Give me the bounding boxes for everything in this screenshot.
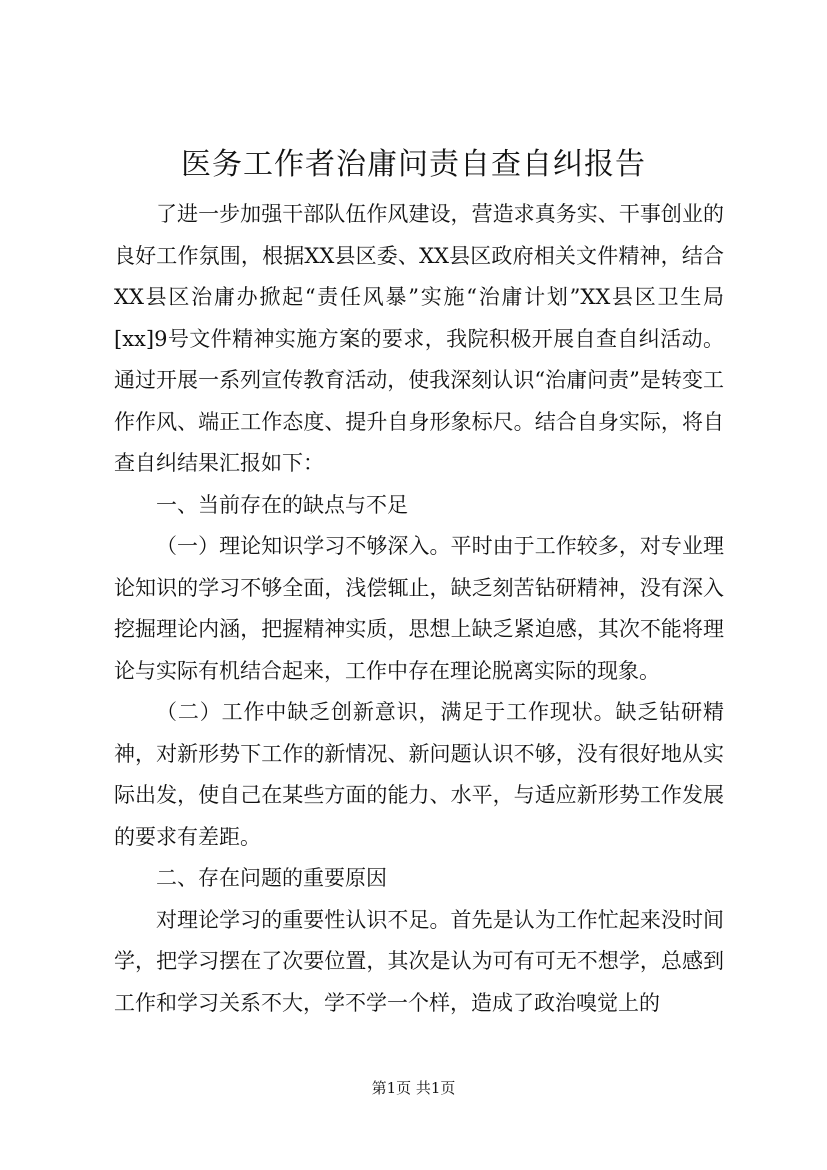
paragraph-innovation: （二）工作中缺乏创新意识，满足于工作现状。缺乏钻研精神，对新形势下工作的新情况、新问题认识不够，没有很好地从实际出发，使自己在某些方面的能力、水平，与适应新形势工作发展的要求有差距。 (114, 700, 724, 849)
section-heading-2: 二、存在问题的重要原因 (156, 866, 387, 890)
section-heading-1: 一、当前存在的缺点与不足 (156, 492, 408, 517)
document-title: 医务工作者治庸问责自查自纠报告 (181, 147, 646, 182)
paragraph-intro: 了进一步加强干部队伍作风建设，营造求真务实、干事创业的良好工作氛围，根据XX县区委、XX县区政府相关文件精神，结合XX县区治庸办掀起“责任风暴”实施“治庸计划”XX县区卫生局[xx]9号文件精神实施方案的要求，我院积极开展自查自纠活动。通过开展一系列宣传教育活动，使我深刻认识“治庸问责”是转变工作作风、端正工作态度、提升自身形象标尺。结合自身实际，将自查自纠结果汇报如下： (114, 202, 724, 475)
paragraph-reasons: 对理论学习的重要性认识不足。首先是认为工作忙起来没时间学，把学习摆在了次要位置，其次是认为可有可无不想学，总感到工作和学习关系不大，学不学一个样，造成了政治嗅觉上的 (114, 907, 724, 1015)
paragraph-theory: （一）理论知识学习不够深入。平时由于工作较多，对专业理论知识的学习不够全面，浅偿辄止，缺乏刻苦钻研精神，没有深入挖掘理论内涵，把握精神实质，思想上缺乏紧迫感，其次不能将理论与实际有机结合起来，工作中存在理论脱离实际的现象。 (114, 534, 724, 683)
document-body (114, 194, 724, 1024)
page-number: 第1页 共1页 (371, 1079, 456, 1097)
page-footer (0, 1078, 827, 1098)
